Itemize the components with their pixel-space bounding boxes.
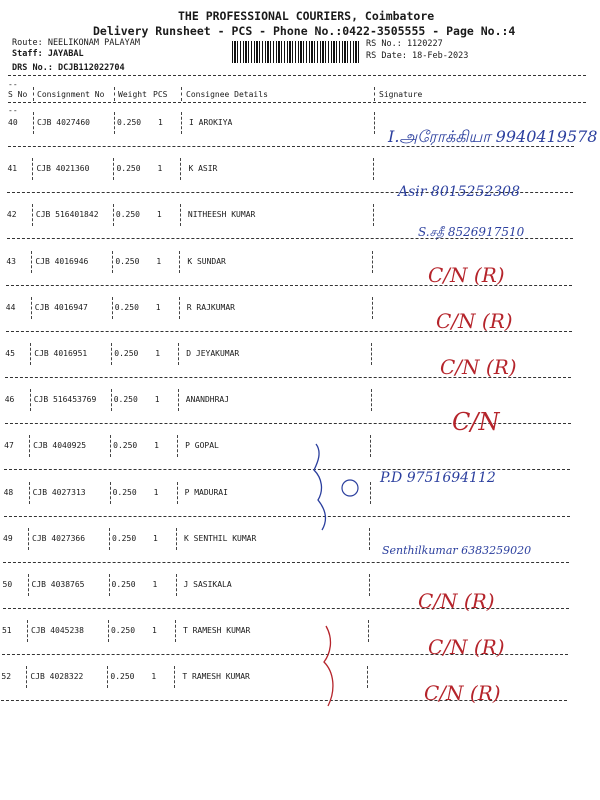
column-sep	[176, 574, 177, 596]
column-sep	[372, 251, 373, 273]
row-pcs: 1	[155, 302, 161, 312]
row-consignment-no: CJB 516453769	[33, 395, 97, 405]
row-weight: 0.250	[114, 349, 139, 358]
row-pcs: 1	[152, 580, 158, 589]
column-sep	[373, 204, 374, 226]
column-header-weight: Weight	[118, 90, 147, 99]
row-divider	[6, 285, 572, 286]
row-consignee: K ASIR	[188, 164, 218, 174]
column-sep	[180, 204, 181, 226]
row-divider	[5, 377, 571, 378]
row-consignee: NITHEESH KUMAR	[187, 210, 256, 220]
row-consignment-no: CJB 4027366	[32, 533, 86, 543]
row-consignee: K SUNDAR	[187, 256, 226, 266]
column-sep	[369, 528, 370, 550]
row-weight: 0.250	[114, 302, 139, 312]
column-sep	[113, 158, 114, 180]
column-sep	[368, 620, 369, 642]
column-sep	[28, 574, 29, 596]
row-pcs: 1	[158, 118, 163, 127]
row-divider	[5, 423, 571, 424]
row-sno: 51	[1, 626, 12, 636]
rs-date: RS Date: 18-Feb-2023	[366, 51, 469, 61]
column-sep	[371, 343, 372, 365]
column-sep	[29, 435, 30, 457]
row-pcs: 1	[151, 626, 157, 636]
column-sep	[110, 482, 111, 504]
row-sno: 48	[3, 487, 14, 497]
row-weight: 0.250	[110, 672, 135, 682]
column-sep	[27, 620, 28, 642]
column-sep	[374, 112, 375, 134]
signature-circle-48	[342, 480, 358, 496]
row-divider	[4, 516, 570, 517]
header-divider-top	[8, 75, 586, 76]
row-divider	[4, 469, 570, 470]
signature-text-51: C/N (R)	[428, 635, 505, 659]
row-consignee: P GOPAL	[185, 441, 219, 451]
column-sep-3	[181, 87, 182, 101]
row-weight: 0.250	[113, 395, 138, 405]
column-header-consignee: Consignee Details	[186, 90, 268, 99]
column-sep	[181, 112, 182, 134]
column-sep	[178, 389, 179, 411]
column-sep	[179, 297, 180, 319]
signature-row-40	[387, 127, 597, 146]
row-pcs: 1	[157, 164, 163, 174]
column-sep	[109, 528, 110, 550]
row-divider	[1, 700, 567, 701]
row-weight: 0.250	[110, 626, 136, 636]
column-sep	[110, 435, 111, 457]
row-pcs: 1	[155, 349, 161, 358]
column-sep	[180, 158, 181, 180]
row-weight: 0.250	[113, 441, 138, 451]
row-consignment-no: CJB 4027313	[32, 487, 86, 497]
column-sep	[176, 528, 177, 550]
row-consignee: ANANDHRAJ	[185, 395, 230, 405]
column-header-consignment: Consignment No	[37, 90, 105, 99]
row-consignment-no: CJB 4040925	[33, 441, 87, 451]
row-divider	[3, 562, 569, 563]
row-sno: 40	[8, 118, 18, 127]
column-sep	[178, 343, 179, 365]
column-sep	[30, 343, 31, 365]
column-sep	[112, 251, 113, 273]
column-sep	[111, 343, 112, 365]
column-sep	[108, 620, 109, 642]
column-sep	[370, 435, 371, 457]
row-pcs: 1	[154, 441, 159, 451]
row-sno: 44	[5, 302, 16, 312]
row-weight: 0.250	[112, 487, 137, 497]
row-consignee: R RAJKUMAR	[186, 302, 235, 312]
column-sep-2	[114, 87, 115, 101]
row-consignee: P MADURAI	[184, 487, 228, 497]
signature-text-49: Senthilkumar 6383259020	[382, 544, 532, 557]
column-sep	[31, 297, 32, 319]
runsheet-subtitle: Delivery Runsheet - PCS - Phone No.:0422-3505555 - Page No.:4	[93, 24, 516, 38]
row-pcs: 1	[156, 210, 162, 220]
column-sep	[32, 204, 33, 226]
signature-text-41: Asir 8015252308	[398, 184, 520, 200]
row-consignee: I AROKIYA	[189, 118, 233, 127]
column-sep	[372, 297, 373, 319]
column-sep	[32, 158, 33, 180]
column-sep	[112, 297, 113, 319]
column-sep	[26, 666, 27, 688]
barcode	[232, 41, 360, 63]
row-weight: 0.250	[116, 164, 141, 174]
row-pcs: 1	[153, 533, 158, 543]
row-sno: 47	[4, 441, 14, 451]
column-sep	[369, 574, 370, 596]
signature-text-44: C/N (R)	[436, 309, 513, 333]
column-sep	[174, 666, 175, 688]
column-sep	[111, 389, 112, 411]
row-consignment-no: CJB 4038765	[31, 580, 85, 589]
signature-bracket-47-48	[314, 444, 325, 530]
column-sep	[179, 251, 180, 273]
column-sep	[373, 158, 374, 180]
drs-number: DRS No.: DCJB112022704	[12, 63, 125, 73]
row-consignment-no: CJB 4016946	[35, 256, 89, 266]
row-sno: 45	[5, 349, 15, 358]
column-header-signature: Signature	[379, 90, 423, 99]
row-consignment-no: CJB 4028322	[30, 672, 84, 682]
row-sno: 50	[2, 580, 13, 589]
signature-bracket-51-52	[324, 626, 333, 706]
column-sep-1	[33, 87, 34, 101]
column-sep	[109, 574, 110, 596]
column-sep	[175, 620, 176, 642]
row-sno: 49	[3, 533, 13, 543]
row-sno: 52	[1, 672, 12, 682]
row-divider	[6, 331, 572, 332]
signature-text-40: I.அரோக்கியா 9940419578	[388, 127, 598, 146]
header-ellipsis: --	[8, 80, 18, 89]
column-sep	[371, 389, 372, 411]
column-sep	[114, 112, 115, 134]
row-pcs: 1	[153, 487, 159, 497]
row-sno: 41	[7, 164, 18, 174]
company-title: THE PROFESSIONAL COURIERS, Coimbatore	[178, 9, 435, 23]
row-consignee: D JEYAKUMAR	[186, 349, 240, 358]
staff-label: Staff: JAYABAL	[12, 49, 84, 59]
column-sep	[33, 112, 34, 134]
signature-text-46: C/N	[452, 408, 500, 436]
row-weight: 0.250	[117, 118, 142, 127]
row-consignment-no: CJB 4016947	[34, 302, 88, 312]
column-sep	[30, 389, 31, 411]
route-label: Route: NEELIKONAM PALAYAM	[12, 38, 140, 48]
row-divider	[3, 608, 569, 609]
rs-number: RS No.: 1120227	[366, 39, 443, 49]
column-sep	[107, 666, 108, 688]
column-sep	[367, 666, 368, 688]
row-weight: 0.250	[112, 533, 137, 543]
column-sep	[28, 528, 29, 550]
column-sep	[29, 482, 30, 504]
row-weight: 0.250	[115, 210, 140, 220]
row-sno: 42	[6, 210, 17, 220]
signature-text-42: S.சதீ 8526917510	[418, 225, 525, 239]
row-consignee: T RAMESH KUMAR	[182, 626, 251, 636]
column-sep	[31, 251, 32, 273]
header-ellipsis-2: --	[8, 106, 18, 115]
signature-text-50: C/N (R)	[418, 589, 495, 613]
column-sep	[177, 435, 178, 457]
signature-text-52: C/N (R)	[424, 681, 501, 705]
column-sep	[370, 482, 371, 504]
row-weight: 0.250	[115, 256, 140, 266]
row-sno: 46	[4, 395, 15, 405]
row-consignment-no: CJB 516401842	[35, 210, 99, 220]
row-divider	[2, 654, 568, 655]
row-pcs: 1	[154, 395, 160, 405]
signature-text-43: C/N (R)	[428, 263, 505, 287]
row-pcs: 1	[151, 672, 157, 682]
column-sep	[113, 204, 114, 226]
row-divider	[7, 238, 573, 239]
row-consignee: K SENTHIL KUMAR	[184, 533, 257, 543]
row-divider	[8, 146, 574, 147]
column-sep-4	[374, 87, 375, 101]
row-consignment-no: CJB 4027460	[37, 118, 90, 127]
row-consignment-no: CJB 4045238	[30, 626, 84, 636]
row-sno: 43	[6, 256, 16, 266]
row-consignment-no: CJB 4016951	[34, 349, 88, 358]
signature-text-45: C/N (R)	[440, 355, 517, 379]
row-consignee: T RAMESH KUMAR	[182, 672, 250, 682]
row-consignment-no: CJB 4021360	[36, 164, 90, 174]
column-header-pcs: PCS	[153, 90, 168, 99]
row-divider	[7, 192, 573, 193]
header-divider-bottom	[8, 102, 586, 103]
column-sep	[177, 482, 178, 504]
row-weight: 0.250	[111, 580, 136, 589]
column-header-sno: S No	[8, 90, 28, 99]
signature-text-48: P.D 9751694112	[380, 470, 496, 486]
row-consignee: J SASIKALA	[183, 580, 232, 589]
row-pcs: 1	[156, 256, 162, 266]
